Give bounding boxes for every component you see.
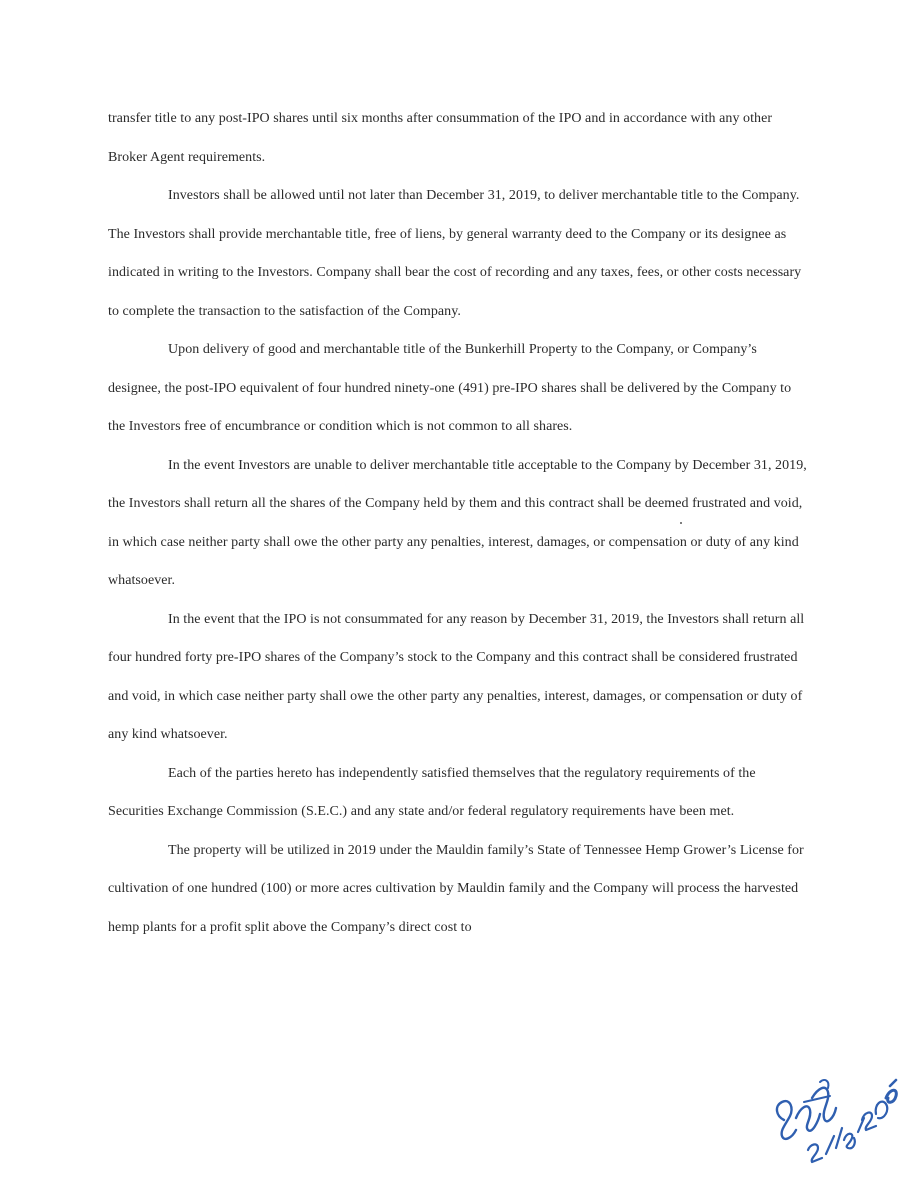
paragraph-merchantable-title: Investors shall be allowed until not later than December 31, 2019, to deliver merchantable title to the Company. The Investors shall provide merchantable title, free of liens, by general warranty deed to the Company or its designee as indicated in writing to the Investors. Company shall bear the cost of recording and any taxes, fees, or other costs necessary to complete the transaction to the satisfaction of the Company. xyxy=(108,188,802,319)
paragraph-property-use: The property will be utilized in 2019 under the Mauldin family’s State of Tennessee Hemp Grower’s License for cultivation of one hundred (100) or more acres cultivation by Mauldin family and the Company will process the harvested hemp plants for a profit split above the Company’s direct cost to xyxy=(108,842,804,935)
paragraph-delivery-of-title: Upon delivery of good and merchantable title of the Bunkerhill Property to the Company, or Company’s designee, the post-IPO equivalent of four hundred ninety-one (491) pre-IPO shares shall be delivered by the Company to the Investors free of encumbrance or condition which is not common to all shares. xyxy=(108,342,792,434)
paragraph-regulatory: Each of the parties hereto has independently satisfied themselves that the regulatory requirements of the Securities Exchange Commission (S.E.C.) and any state and/or federal regulatory requirements have been met. xyxy=(108,765,756,819)
paragraph-ipo-not-consummated: In the event that the IPO is not consummated for any reason by December 31, 2019, the Investors shall return all four hundred forty pre-IPO shares of the Company’s stock to the Company and this contract shall be considered frustrated and void, in which case neither party shall owe the other party any penalties, interest, damages, or compensation or duty of any kind whatsoever. xyxy=(108,611,805,742)
scan-speck xyxy=(680,522,682,524)
paragraph-continuation: transfer title to any post-IPO shares until six months after consummation of the IPO and in accordance with any other Broker Agent requirements. xyxy=(108,111,773,165)
paragraph-unable-to-deliver: In the event Investors are unable to deliver merchantable title acceptable to the Company by December 31, 2019, the Investors shall return all the shares of the Company held by them and this contract shall be deemed frustrated and void, in which case neither party shall owe the other party any penalties, interest, damages, or compensation or duty of any kind whatsoever. xyxy=(108,457,807,588)
handwritten-initials-signature xyxy=(764,1058,904,1168)
body-text xyxy=(108,100,808,947)
